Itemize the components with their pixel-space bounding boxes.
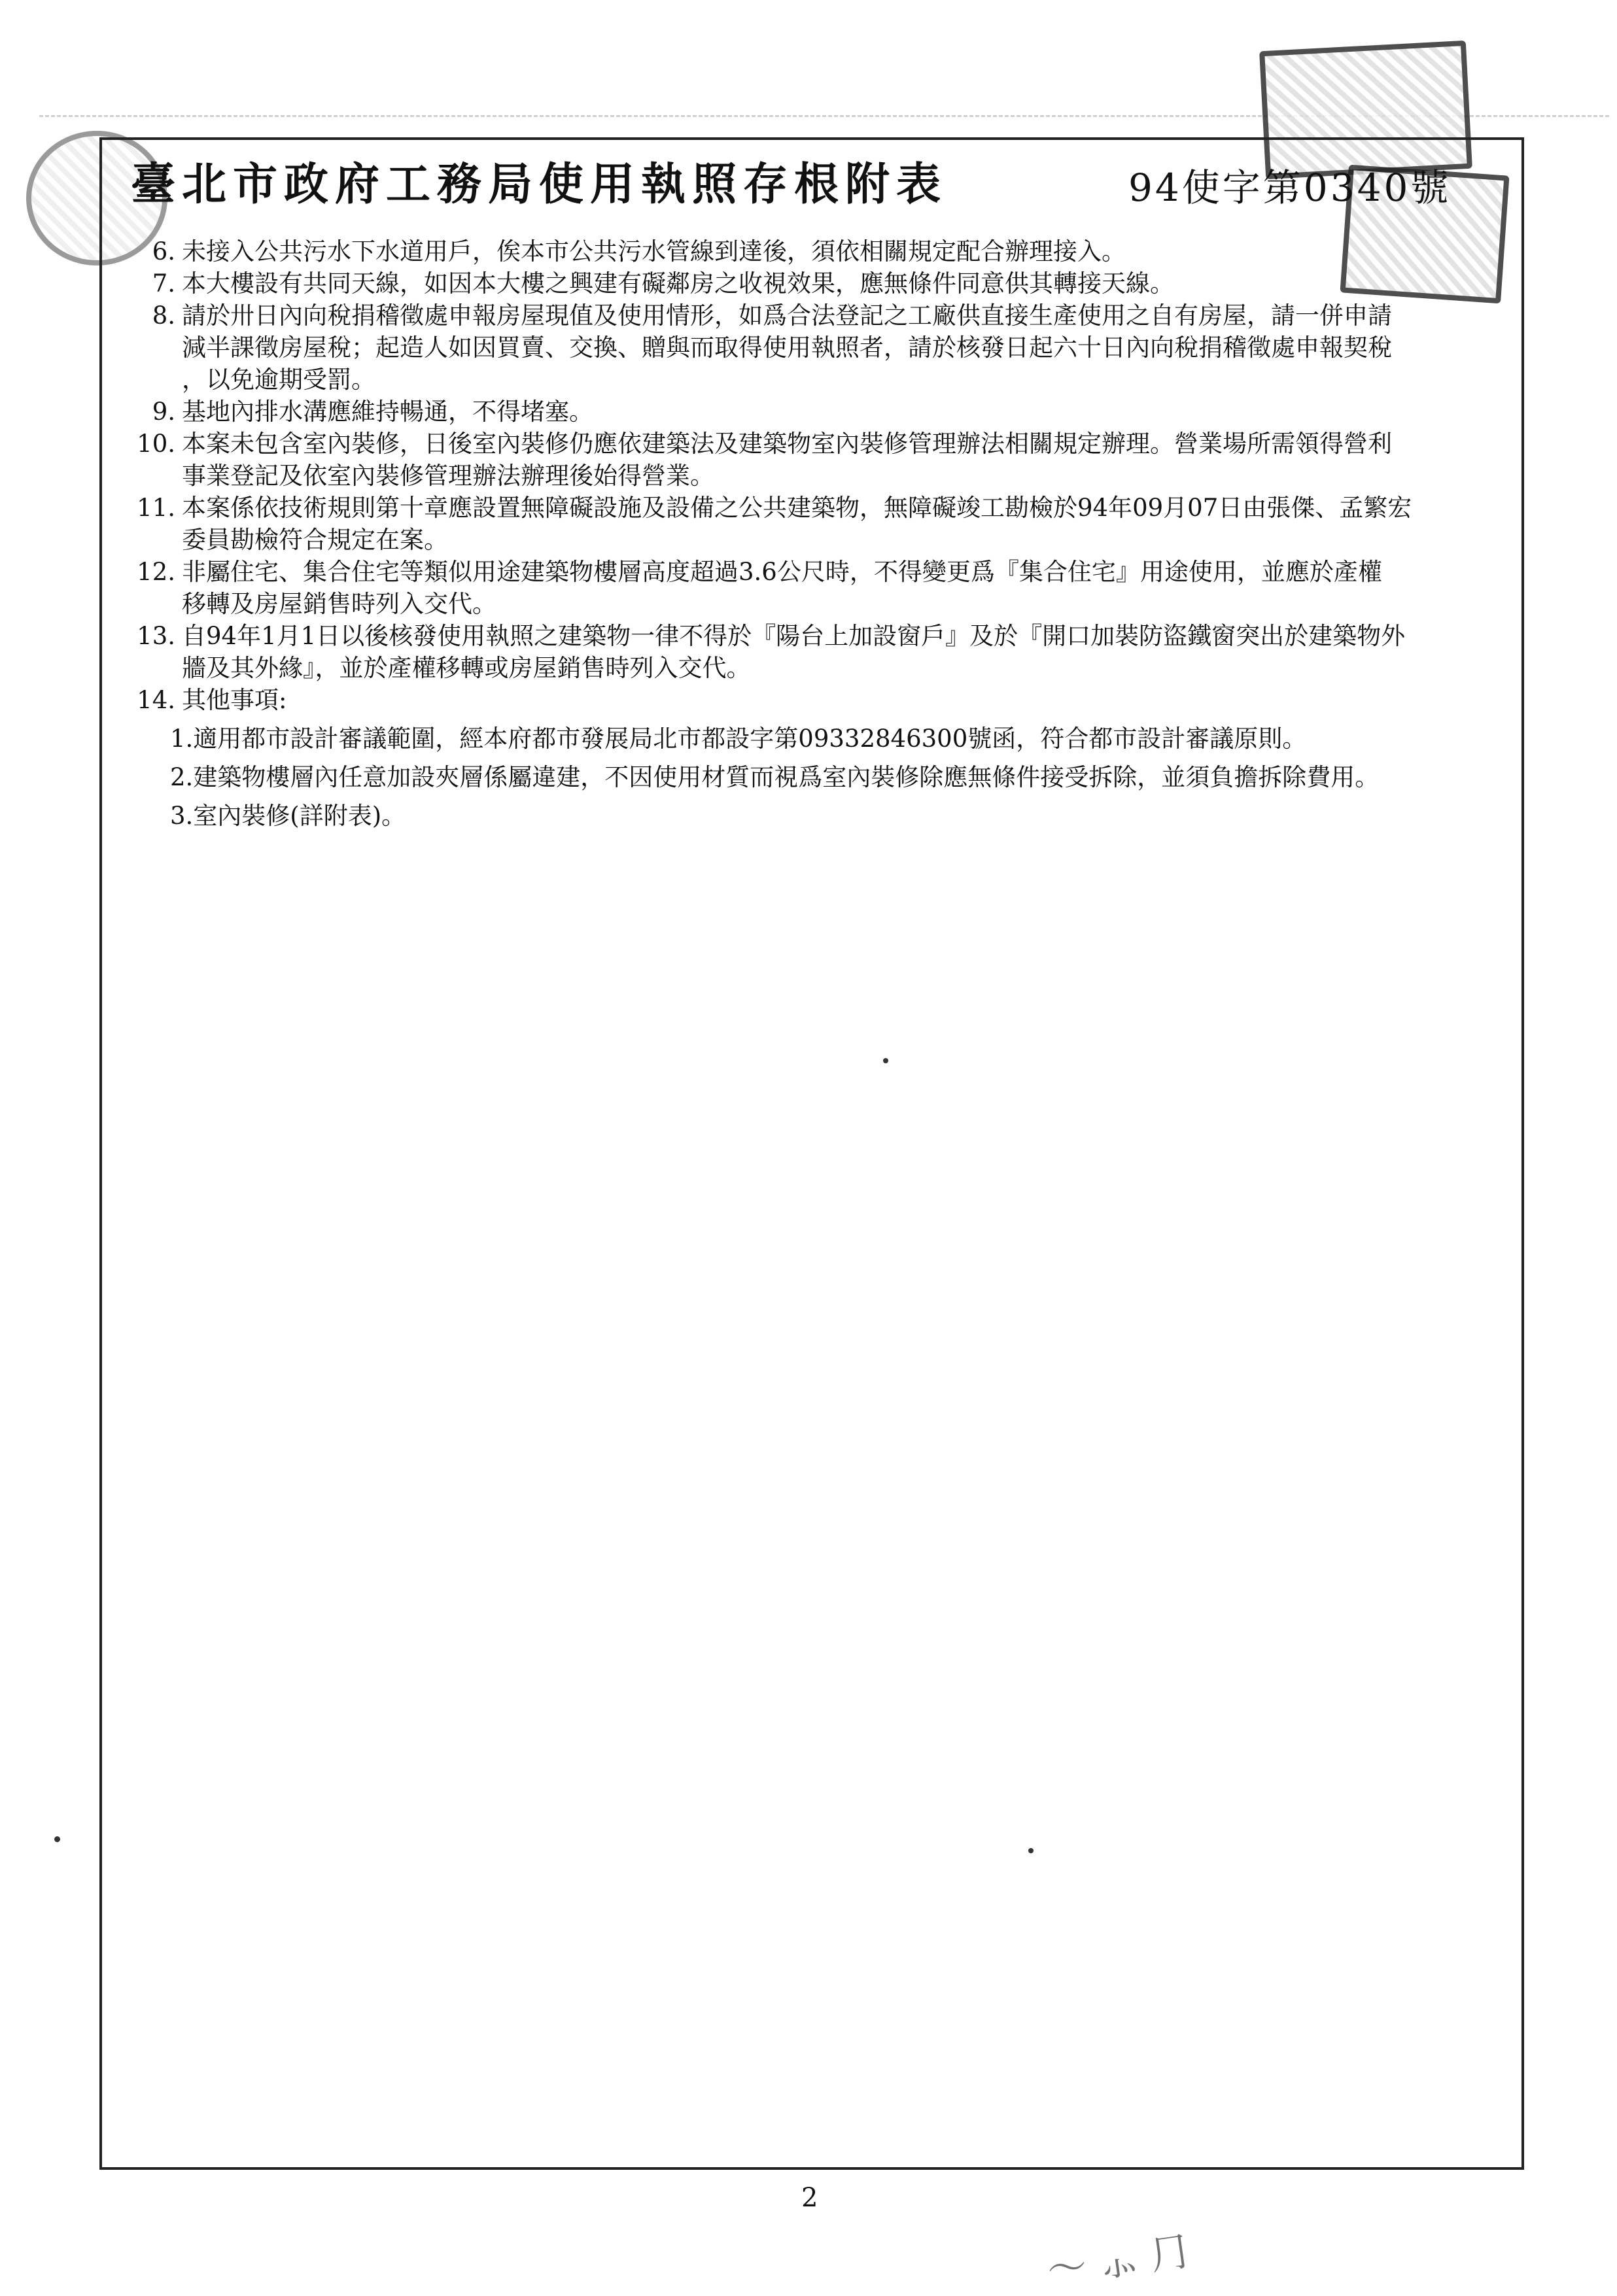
item-number: 11. (137, 494, 175, 522)
item-line: 本案未包含室內裝修，日後室內裝修仍應依建築法及建築物室內裝修管理辦法相關規定辦理。營業場所需領得營利 (182, 430, 1392, 458)
subitem-line: 2.建築物樓層內任意加設夾層係屬違建，不因使用材質而視爲室內裝修除應無條件接受拆除，並須負擔拆除費用。 (170, 763, 1380, 791)
item-number: 9. (152, 398, 175, 426)
list-item (124, 684, 1521, 716)
list-item (124, 492, 1521, 556)
document-title: 臺北市政府工務局使用執照存根附表 (131, 158, 948, 211)
item-line: 事業登記及依室內裝修管理辦法辦理後始得營業。 (182, 462, 714, 490)
item-text (182, 235, 1521, 267)
item-text (182, 684, 1521, 716)
item-line: 其他事項: (182, 686, 287, 714)
item-line: 移轉及房屋銷售時列入交代。 (182, 590, 496, 618)
item-line: 請於卅日內向稅捐稽徵處申報房屋現值及使用情形，如爲合法登記之工廠供直接生產使用之自有房屋，請一併申請 (182, 301, 1392, 330)
item-text (182, 556, 1521, 620)
page-number: 2 (801, 2183, 818, 2213)
list-item (124, 267, 1521, 300)
item-text (182, 620, 1521, 684)
item-line: 牆及其外緣』，並於產權移轉或房屋銷售時列入交代。 (182, 654, 751, 682)
item-line: 自94年1月1日以後核發使用執照之建築物一律不得於『陽台上加設窗戶』及於『開口加裝防盜鐵窗突出於建築物外 (182, 622, 1406, 650)
list-item (124, 300, 1521, 396)
item-number: 10. (137, 430, 175, 458)
list-item (124, 620, 1521, 684)
item-text (182, 492, 1521, 556)
scan-speck (1028, 1848, 1034, 1853)
list-item (124, 235, 1521, 267)
item-line: 未接入公共污水下水道用戶，俟本市公共污水管線到達後，須依相關規定配合辦理接入。 (182, 237, 1126, 266)
item-number: 12. (137, 558, 175, 586)
item-line: 非屬住宅、集合住宅等類似用途建築物樓層高度超過3.6公尺時，不得變更爲『集合住宅』用途使用，並應於產權 (182, 558, 1382, 586)
item-text (182, 267, 1521, 300)
subitem-line: 1.適用都市設計審議範圍，經本府都市發展局北市都設字第09332846300號函，符合都市設計審議原則。 (170, 725, 1307, 753)
item-number: 8. (152, 301, 175, 330)
item-list (124, 235, 1521, 838)
item-text (182, 396, 1521, 428)
scan-speck (883, 1058, 888, 1063)
item-line: ，以免逾期受罰。 (182, 366, 375, 394)
item-line: 本大樓設有共同天線，如因本大樓之興建有礙鄰房之收視效果，應無條件同意供其轉接天線。 (182, 269, 1174, 298)
item-number: 13. (137, 622, 175, 650)
list-item (124, 428, 1521, 492)
subitem-list (124, 723, 1521, 832)
item-line: 委員勘檢符合規定在案。 (182, 526, 448, 554)
handwritten-mark: 〜 ⺗ ⺆ (1044, 2229, 1192, 2294)
item-line: 本案係依技術規則第十章應設置無障礙設施及設備之公共建築物，無障礙竣工勘檢於94年09月07日由張傑、孟繁宏 (182, 494, 1412, 522)
subitem-line: 3.室內裝修(詳附表)。 (170, 802, 406, 830)
list-item (124, 396, 1521, 428)
list-item (124, 556, 1521, 620)
item-text (182, 300, 1521, 396)
item-line: 減半課徵房屋稅；起造人如因買賣、交換、贈與而取得使用執照者，請於核發日起六十日內向稅捐稽徵處申報契稅 (182, 334, 1392, 362)
scan-speck (54, 1836, 60, 1842)
item-number: 7. (152, 269, 175, 298)
item-text (182, 428, 1521, 492)
item-line: 基地內排水溝應維持暢通，不得堵塞。 (182, 398, 593, 426)
document-number: 94使字第0340號 (1128, 165, 1452, 210)
item-number: 14. (137, 686, 175, 714)
item-number: 6. (152, 237, 175, 266)
